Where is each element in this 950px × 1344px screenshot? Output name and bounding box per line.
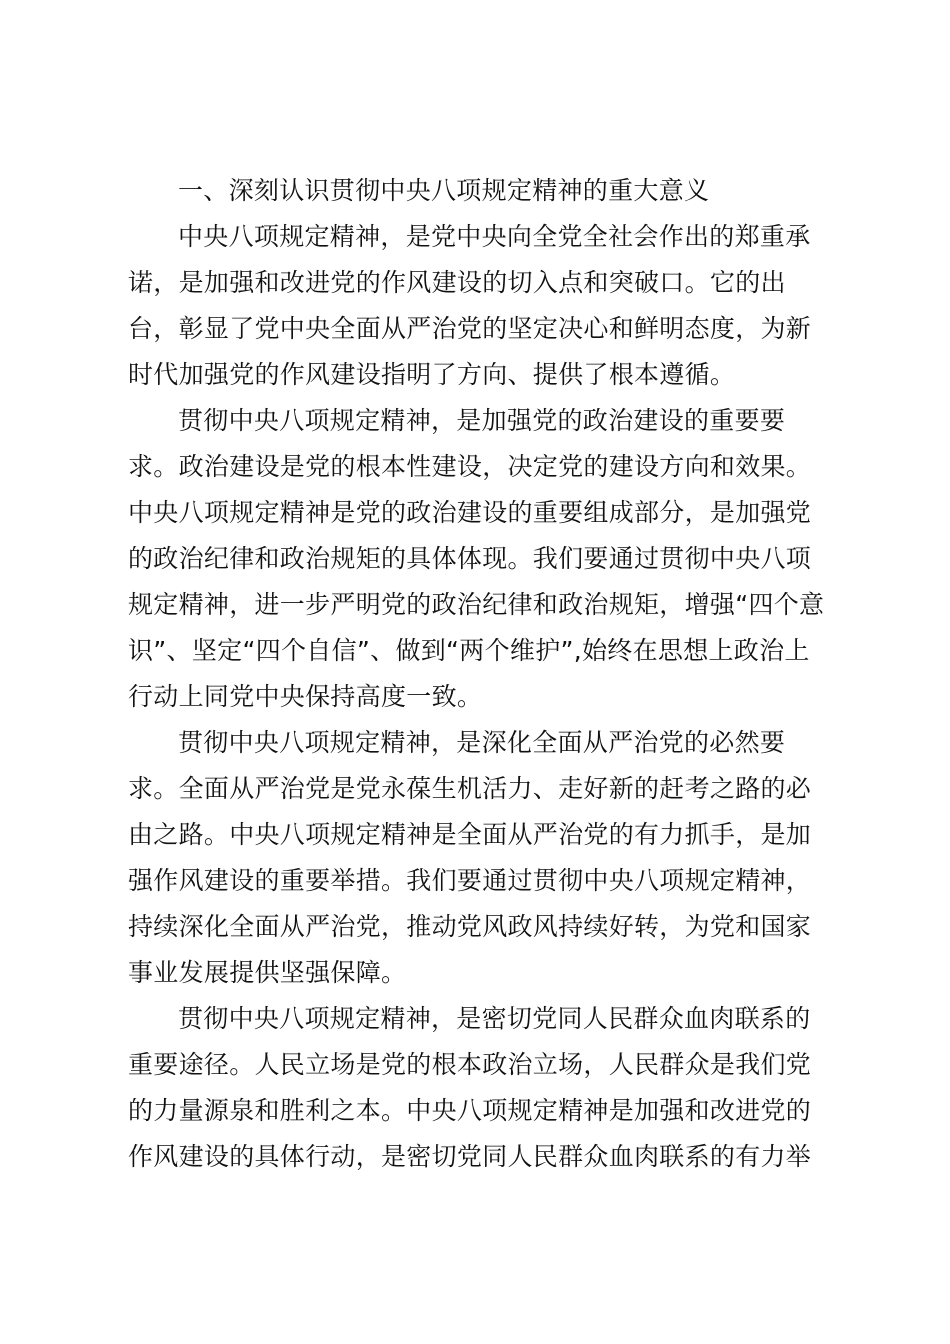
paragraph-line: 贯彻中央八项规定精神，是深化全面从严治党的必然要 bbox=[178, 728, 786, 757]
paragraph-line: 重要途径。人民立场是党的根本政治立场，人民群众是我们党 bbox=[128, 1050, 812, 1079]
paragraph-line: 强作风建设的重要举措。我们要通过贯彻中央八项规定精神， bbox=[128, 866, 812, 895]
paragraph-4 bbox=[128, 996, 828, 1180]
paragraph-line: 由之路。中央八项规定精神是全面从严治党的有力抓手，是加 bbox=[128, 820, 812, 849]
paragraph-line: 诺，是加强和改进党的作风建设的切入点和突破口。它的出 bbox=[128, 268, 786, 297]
paragraph-line: 行动上同党中央保持高度一致。 bbox=[128, 682, 483, 711]
paragraph-1 bbox=[128, 214, 828, 398]
paragraph-line: 作风建设的具体行动，是密切党同人民群众血肉联系的有力举 bbox=[128, 1142, 812, 1171]
section-heading: 一、深刻认识贯彻中央八项规定精神的重大意义 bbox=[178, 176, 710, 205]
paragraph-line: 事业发展提供坚强保障。 bbox=[128, 958, 407, 987]
paragraph-line: 的力量源泉和胜利之本。中央八项规定精神是加强和改进党的 bbox=[128, 1096, 812, 1125]
paragraph-line: 持续深化全面从严治党，推动党风政风持续好转，为党和国家 bbox=[128, 912, 812, 941]
paragraph-line: 求。政治建设是党的根本性建设，决定党的建设方向和效果。 bbox=[128, 452, 812, 481]
paragraph-line: 识”、坚定“四个自信”、做到“两个维护”,始终在思想上政治上 bbox=[128, 636, 810, 665]
paragraph-line: 台，彰显了党中央全面从严治党的坚定决心和鲜明态度，为新 bbox=[128, 314, 812, 343]
document-body bbox=[128, 168, 828, 1180]
paragraph-line: 求。全面从严治党是党永葆生机活力、走好新的赶考之路的必 bbox=[128, 774, 812, 803]
paragraph-line: 中央八项规定精神是党的政治建设的重要组成部分，是加强党 bbox=[128, 498, 812, 527]
paragraph-line: 中央八项规定精神，是党中央向全党全社会作出的郑重承 bbox=[178, 222, 811, 251]
paragraph-3 bbox=[128, 720, 828, 996]
paragraph-line: 的政治纪律和政治规矩的具体体现。我们要通过贯彻中央八项 bbox=[128, 544, 812, 573]
paragraph-line: 规定精神，进一步严明党的政治纪律和政治规矩，增强“四个意 bbox=[128, 590, 825, 619]
paragraph-line: 时代加强党的作风建设指明了方向、提供了根本遵循。 bbox=[128, 360, 736, 389]
paragraph-2 bbox=[128, 398, 828, 720]
paragraph-line: 贯彻中央八项规定精神，是密切党同人民群众血肉联系的 bbox=[178, 1004, 811, 1033]
paragraph-line: 贯彻中央八项规定精神，是加强党的政治建设的重要要 bbox=[178, 406, 786, 435]
